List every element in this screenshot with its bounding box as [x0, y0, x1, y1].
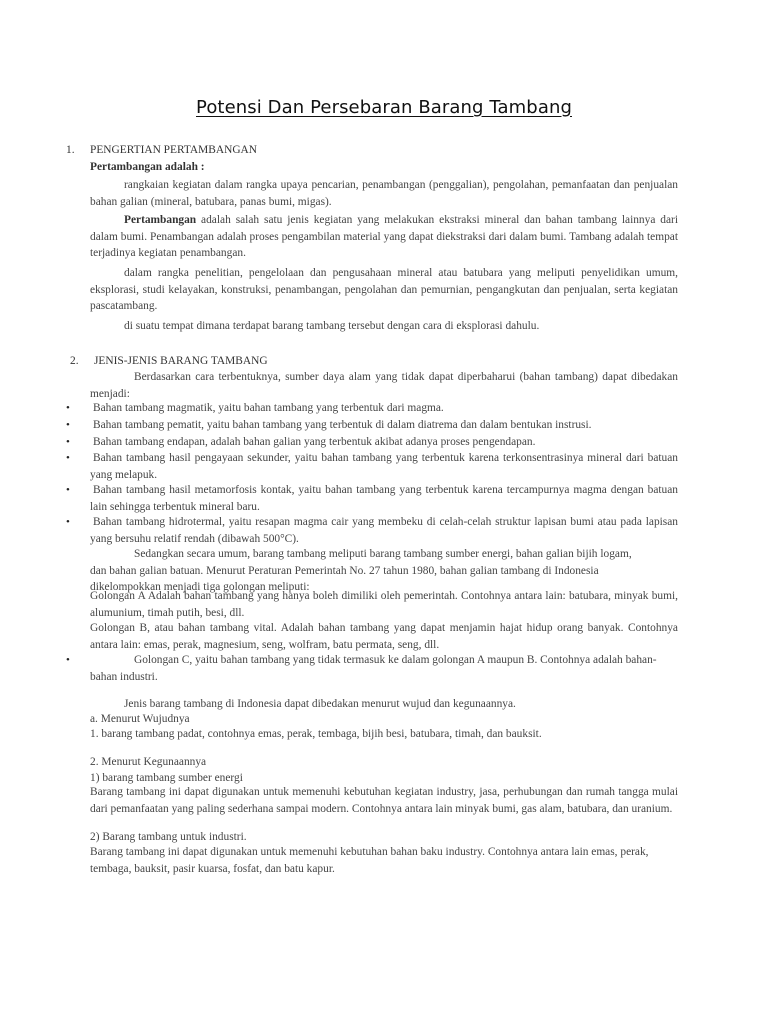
section1-paragraph-3: dalam rangka penelitian, pengelolaan dan pengusahaan mineral atau batubara yang meliputi penyelidikan umum, eksplorasi, studi kelayakan, konstruksi, penambangan, pengolahan dan pemurnian, pengangkutan dan penjualan, serta kegiatan pascatambang. [90, 267, 678, 313]
bullet-item: Bahan tambang magmatik, yaitu bahan tambang yang terbentuk dari magma. [93, 402, 444, 414]
industry-heading: 2) Barang tambang untuk industri. [90, 831, 247, 843]
section1-paragraph-1: rangkaian kegiatan dalam rangka upaya pencarian, penambangan (penggalian), pengolahan, pemanfaatan dan penjualan bahan galian (mineral, batubara, panas bumi, migas). [90, 179, 678, 208]
by-form-heading: a. Menurut Wujudnya [90, 713, 190, 725]
bullet-marker: • [66, 419, 70, 431]
section1-number: 1. [66, 144, 75, 156]
pertambangan-term: Pertambangan [124, 214, 197, 226]
section3-intro: Jenis barang tambang di Indonesia dapat dibedakan menurut wujud dan kegunaannya. [124, 698, 516, 710]
bullet-marker: • [66, 484, 70, 496]
bullet-marker: • [66, 436, 70, 448]
energy-heading: 1) barang tambang sumber energi [90, 772, 243, 784]
bullet-marker: • [66, 654, 70, 666]
section2-general: Sedangkan secara umum, barang tambang meliputi barang tambang sumber energi, bahan galian bijih logam, dan bahan galian batuan. Menurut Peraturan Pemerintah No. 27 tahun 1980, bahan galian tambang di Indonesia dikelompokkan menjadi tiga golongan meliputi: [90, 548, 632, 594]
section2-intro: Berdasarkan cara terbentuknya, sumber daya alam yang tidak dapat diperbaharui (bahan tambang) dapat dibedakan menjadi: [90, 371, 678, 400]
by-use-heading: 2. Menurut Kegunaannya [90, 756, 207, 768]
page-title: Potensi Dan Persebaran Barang Tambang [196, 97, 572, 118]
bullet-item: Bahan tambang hasil metamorfosis kontak, yaitu bahan tambang yang terbentuk karena tercampurnya magma dengan batuan lain sehingga terbentuk mineral baru. [90, 484, 678, 513]
golongan-c: Golongan C, yaitu bahan tambang yang tidak termasuk ke dalam golongan A maupun B. Contohnya adalah bahan-bahan industri. [90, 654, 657, 683]
section2-heading: JENIS-JENIS BARANG TAMBANG [94, 355, 268, 367]
bullet-item: Bahan tambang pematit, yaitu bahan tambang yang terbentuk di dalam diatrema dan dalam bentukan instrusi. [93, 419, 592, 431]
golongan-b: Golongan B, atau bahan tambang vital. Adalah bahan tambang yang dapat menjamin hajat hidup orang banyak. Contohnya antara lain: emas, perak, magnesium, seng, wolfram, batu permata, seng, dll. [90, 622, 678, 651]
section1-paragraph-4: di suatu tempat dimana terdapat barang tambang tersebut dengan cara di eksplorasi dahulu. [124, 320, 540, 332]
industry-text: Barang tambang ini dapat digunakan untuk memenuhi kebutuhan bahan baku industry. Contohnya antara lain emas, perak, tembaga, bauksit, pasir kuarsa, fosfat, dan batu kapur. [90, 846, 649, 875]
pertambangan-definition: adalah salah satu jenis kegiatan yang melakukan ekstraksi mineral dan bahan tambang lainnya dari dalam bumi. Penambangan adalah proses pengambilan material yang dapat diekstraksi dari dalam bumi. Tambang adalah tempat terjadinya kegiatan penambangan. [90, 214, 678, 260]
bullet-item: Bahan tambang hasil pengayaan sekunder, yaitu bahan tambang yang terbentuk karena terkonsentrasinya mineral dari batuan yang melapuk. [90, 452, 678, 481]
section1-paragraph-2 [90, 212, 678, 262]
golongan-a: Golongan A Adalah bahan tambang yang hanya boleh dimiliki oleh pemerintah. Contohnya antara lain: batubara, minyak bumi, alumunium, timah putih, besi, dll. [90, 590, 678, 619]
section1-subheading: Pertambangan adalah : [90, 161, 205, 173]
bullet-marker: • [66, 402, 70, 414]
energy-text: Barang tambang ini dapat digunakan untuk memenuhi kebutuhan kegiatan industry, jasa, perhubungan dan rumah tangga mulai dari pemanfaatan yang paling sederhana sampai modern. Contohnya antara lain minyak bumi, gas alam, batubara, dan uranium. [90, 786, 678, 815]
section1-heading: PENGERTIAN PERTAMBANGAN [90, 144, 257, 156]
bullet-marker: • [66, 452, 70, 464]
bullet-item: Bahan tambang hidrotermal, yaitu resapan magma cair yang membeku di celah-celah struktur lapisan bumi atau pada lapisan yang bersuhu relatif rendah (dibawah 500°C). [90, 516, 678, 545]
bullet-marker: • [66, 516, 70, 528]
bullet-item: Bahan tambang endapan, adalah bahan galian yang terbentuk akibat adanya proses pengendapan. [93, 436, 536, 448]
section2-number: 2. [70, 355, 79, 367]
by-form-item-1: 1. barang tambang padat, contohnya emas, perak, tembaga, bijih besi, batubara, timah, dan bauksit. [90, 728, 542, 740]
